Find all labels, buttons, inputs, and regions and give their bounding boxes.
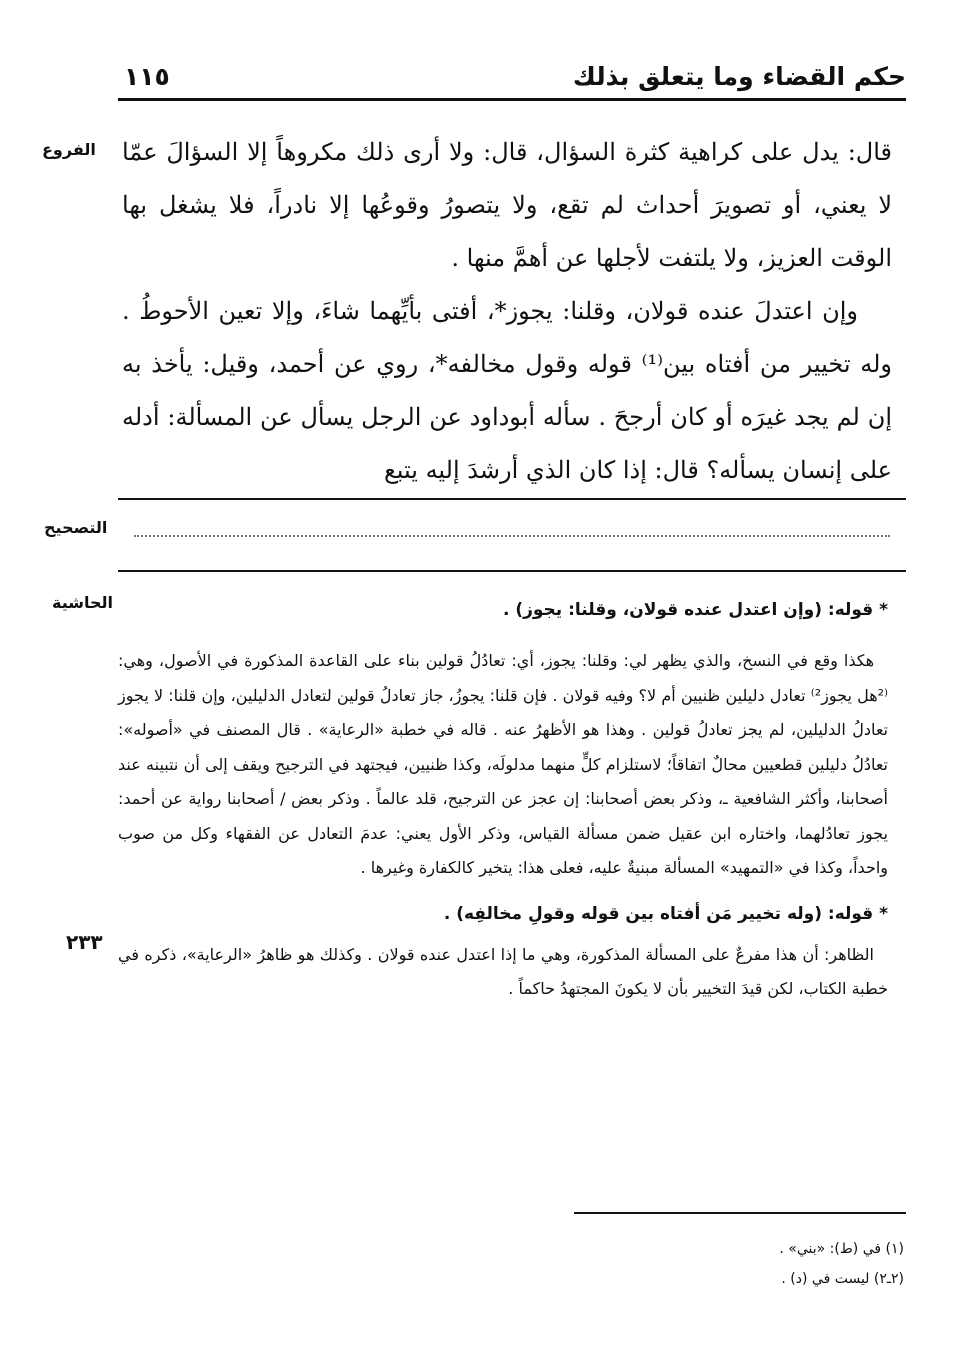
section-rule-2 [118, 570, 906, 572]
running-title: حكم القضاء وما يتعلق بذلك [572, 62, 906, 91]
margin-label-tashih: التصحيح [44, 518, 108, 537]
margin-label-furu: الفروع [42, 140, 96, 159]
footnote-2: (٢ـ٢) ليست في (د) . [781, 1271, 904, 1287]
margin-label-hashiya: الحاشية [52, 593, 113, 612]
main-paragraph-2: وإن اعتدلَ عنده قولان، وقلنا: يجوز*، أفتى بأيِّهما شاءَ، وإلا تعين الأحوطُ . وله تخيير من أفتاه بين⁽¹⁾ قوله وقول مخالفه*، روي عن أحمد، وقيل: يأخذ به إن لم يجد غيرَه أو كان أرجحَ . سأله أبوداود عن الرجل يسأل عن المسألة: أدله على إنسان يسأله؟ قال: إذا كان الذي أرشدَ إليه يتبع [122, 297, 893, 484]
section-rule-1 [118, 498, 906, 500]
main-text [122, 126, 892, 497]
margin-page-reference: ٢٣٣ [66, 930, 103, 954]
commentary-heading-2: * قوله: (وله تخيير مَن أفتاه بين قوله وقولِ مخالفِه) . [443, 903, 888, 924]
dotted-line [134, 535, 890, 537]
page-number: ١١٥ [124, 62, 170, 91]
footnotes [779, 1234, 904, 1294]
commentary-paragraph-1: هكذا وقع في النسخ، والذي يظهر لي: وقلنا: يجوز، أي: تعادُلُ قولين بناء على القاعدة المذكورة في الأصول، وهي: ⁽²هل يجوز²⁾ تعادل دليلين ظنيين أم لا؟ وفيه قولان . فإن قلنا: يجوزُ، جاز تعادلُ قولين لتعادل الدليلين، وإن قلنا: لا يجوز تعادلُ الدليلين، لم يجز تعادلُ قولين . وهذا هو الأظهرُ عنه . قاله في خطبة «الرعاية» . قال المصنف في «أصوله»: تعادُلُ دليلين قطعيين محالٌ اتفاقاً؛ لاستلزام كلٍّ منهما مدلولَه، وكذا ظنيين، فيجتهد في الترجيح ويقف إلى أن نتبينه عند أصحابنا، وأكثر الشافعية ـ، وذكر بعض أصحابنا: إن عجز عن الترجيح، قلد عالماً . وذكر بعض / أصحابنا رواية عن أحمد: يجوز تعادُلهما، واختاره ابن عقيل ضمن مسألة القياس، وذكر الأول يعني: عدمَ التعادل عن الفقهاء وكل من صوب واحداً، وكذا في «التمهيد» المسألة مبنيةٌ عليه، فعلى هذا: يتخير كالكفارة وغيرها . [118, 651, 888, 877]
footnote-1: (١) في (ط): «بني» . [779, 1241, 904, 1257]
commentary-section [118, 596, 888, 1007]
commentary-paragraph-2: الظاهر: أن هذا مفرعٌ على المسألة المذكورة، وهي ما إذا اعتدل عنده قولان . وكذلك هو ظاهرُ «الرعاية»، ذكره في خطبة الكتاب، لكن قيدَ التخيير بأن لا يكونَ المجتهدُ حاكماً . [118, 944, 888, 998]
page-header [118, 62, 906, 98]
commentary-heading-1: * قوله: (وإن اعتدل عنده قولان، وقلنا: يجوز) . [502, 600, 888, 620]
main-paragraph-1: قال: يدل على كراهية كثرة السؤال، قال: ولا أرى ذلك مكروهاً إلا السؤالَ عمّا لا يعني، أو تصويرَ أحداث لم تقع، ولا يتصورُ وقوعُها إلا نادراً، فلا يشغل بها الوقت العزيز، ولا يلتفت لأجلها عن أهمَّ منها . [122, 138, 893, 272]
footnote-rule [574, 1212, 906, 1214]
header-rule [118, 98, 906, 101]
